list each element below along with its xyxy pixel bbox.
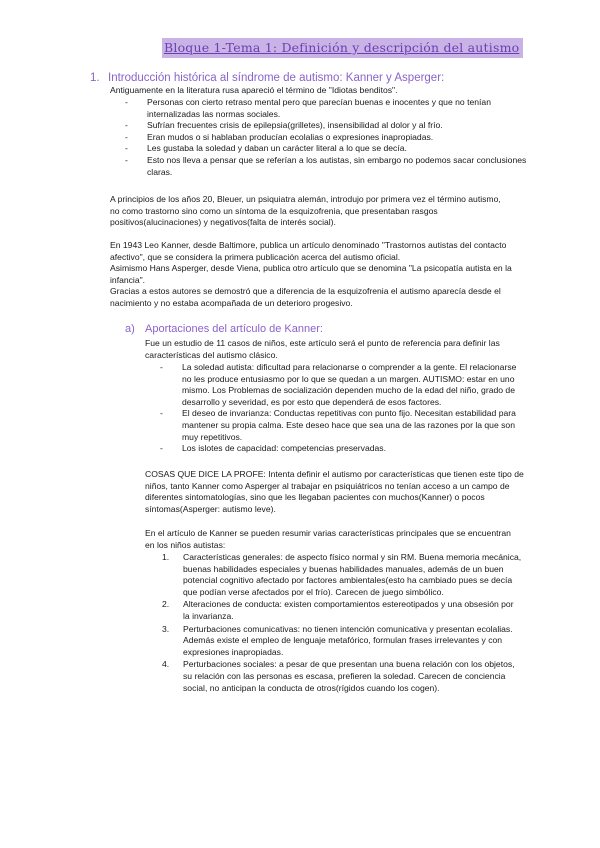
section-intro	[110, 85, 530, 97]
list-item: - Los islotes de capacidad: competencias preservadas.	[160, 443, 386, 454]
subsection-heading-text: Aportaciones del artículo de Kanner:	[145, 323, 323, 335]
paragraph-kanner-asperger	[110, 240, 515, 310]
profe-note: COSAS QUE DICE LA PROFE: Intenta definir el autismo por características que tienen este tipo de niños, tanto Kanner como Asperger al trabajar en psiquiátricos no tenían acceso a un campo de diferentes sintomatologías, sino que les llegaban pacientes con muchos(Kanner) o pocos síntomas(Asperger: autismo leve).	[145, 469, 524, 514]
title-banner	[162, 38, 523, 58]
idiotas-bullet-list	[125, 97, 530, 178]
list-item: 4. Perturbaciones sociales: a pesar de que presentan una buena relación con los objetos, su relación con las personas es escasa, prefieren la soledad. Carecen de conciencia social, no anticipan la conducta de otros(rígidos cuando los cogen).	[162, 659, 515, 693]
subsection-intro: Fue un estudio de 11 casos de niños, este artículo será el punto de referencia para definir las características del autismo clásico.	[145, 338, 500, 360]
section-heading	[90, 72, 444, 84]
subsection-label: a)	[125, 323, 135, 335]
summary-intro: En el artículo de Kanner se pueden resumir varias características principales que se encuentran en los niños autistas:	[145, 528, 511, 550]
characteristics-list	[162, 552, 522, 695]
paragraph-gracias: Gracias a estos autores se demostró que a diferencia de la esquizofrenia el autismo aparecía desde el nacimiento y no estaba acompañada de un deterioro progesivo.	[110, 286, 501, 308]
paragraph-kanner: En 1943 Leo Kanner, desde Baltimore, publica un artículo denominado "Trastornos autistas del contacto afectivo", que se considera la primera publicación acerca del autismo oficial.	[110, 240, 507, 262]
list-item: - Esto nos lleva a pensar que se referían a los autistas, sin embargo no podemos sacar conclusiones claras.	[125, 154, 527, 177]
paragraph-bleuer: A principios de los años 20, Bleuer, un psiquiatra alemán, introdujo por primera vez el término autismo, no como trastorno sino como un síntoma de la esquizofrenia, que presentaban rasgos positivos(alucinaciones) y negativos(falta de interés social).	[110, 194, 501, 228]
paragraph-asperger: Asimismo Hans Asperger, desde Viena, publica otro artículo que se denomina "La psicopatía autista en la infancia".	[110, 263, 512, 285]
list-item: 1. Características generales: de aspecto físico normal y sin RM. Buena memoria mecánica, buenas habilidades especiales y buenas habilidades manuales, además de un buen potencial cognitivo afectado por factores ambientales(esto ha cambiado pues se decía que podían verse afectados por el frío). Carecen de juego simbólico.	[162, 552, 522, 597]
list-item: 2. Alteraciones de conducta: existen comportamientos estereotipados y una obsesión por la invarianza.	[162, 599, 514, 621]
section-number: 1.	[90, 72, 100, 84]
list-item: - Personas con cierto retraso mental pero que parecían buenas e inocentes y que no tenían internalizadas las normas sociales.	[125, 97, 491, 119]
intro-text: Antiguamente en la literatura rusa apareció el término de "Idiotas benditos".	[110, 85, 398, 95]
list-item: - Sufrían frecuentes crisis de epilepsia(grilletes), insensibilidad al dolor y al frío.	[125, 120, 443, 131]
kanner-bullet-list	[160, 362, 520, 455]
list-item: - Les gustaba la soledad y daban un carácter literal a lo que se decía.	[125, 143, 407, 154]
list-item: 3. Perturbaciones comunicativas: no tienen intención comunicativa y presentan ecolalias. Además existe el empleo de lenguaje metafórico, formulan frases irrelevantes y con expresiones inapropiadas.	[162, 623, 513, 657]
page-title: Bloque 1-Tema 1: Definición y descripción del autismo	[162, 38, 523, 58]
list-item: - La soledad autista: dificultad para relacionarse o comprender a la gente. El relacionarse no les produce entusiasmo por lo que se quedan a un margen. AUTISMO: estar en uno mismo. Los Problemas de socialización dependen mucho de la edad del niño, grado de desarrollo y severidad, es por esto que dependerá de esos factores.	[160, 362, 517, 407]
list-item: - Eran mudos o si hablaban producían ecolalias o expresiones inapropiadas.	[125, 131, 434, 142]
list-item: - El deseo de invarianza: Conductas repetitivas con punto fijo. Necesitan estabilidad para mantener su propia calma. Este deseo hace que sea una de las razones por la que son muy repetitivos.	[160, 408, 516, 442]
section-heading-text: Introducción histórica al síndrome de autismo: Kanner y Asperger:	[108, 72, 445, 84]
subsection-heading	[125, 323, 323, 335]
